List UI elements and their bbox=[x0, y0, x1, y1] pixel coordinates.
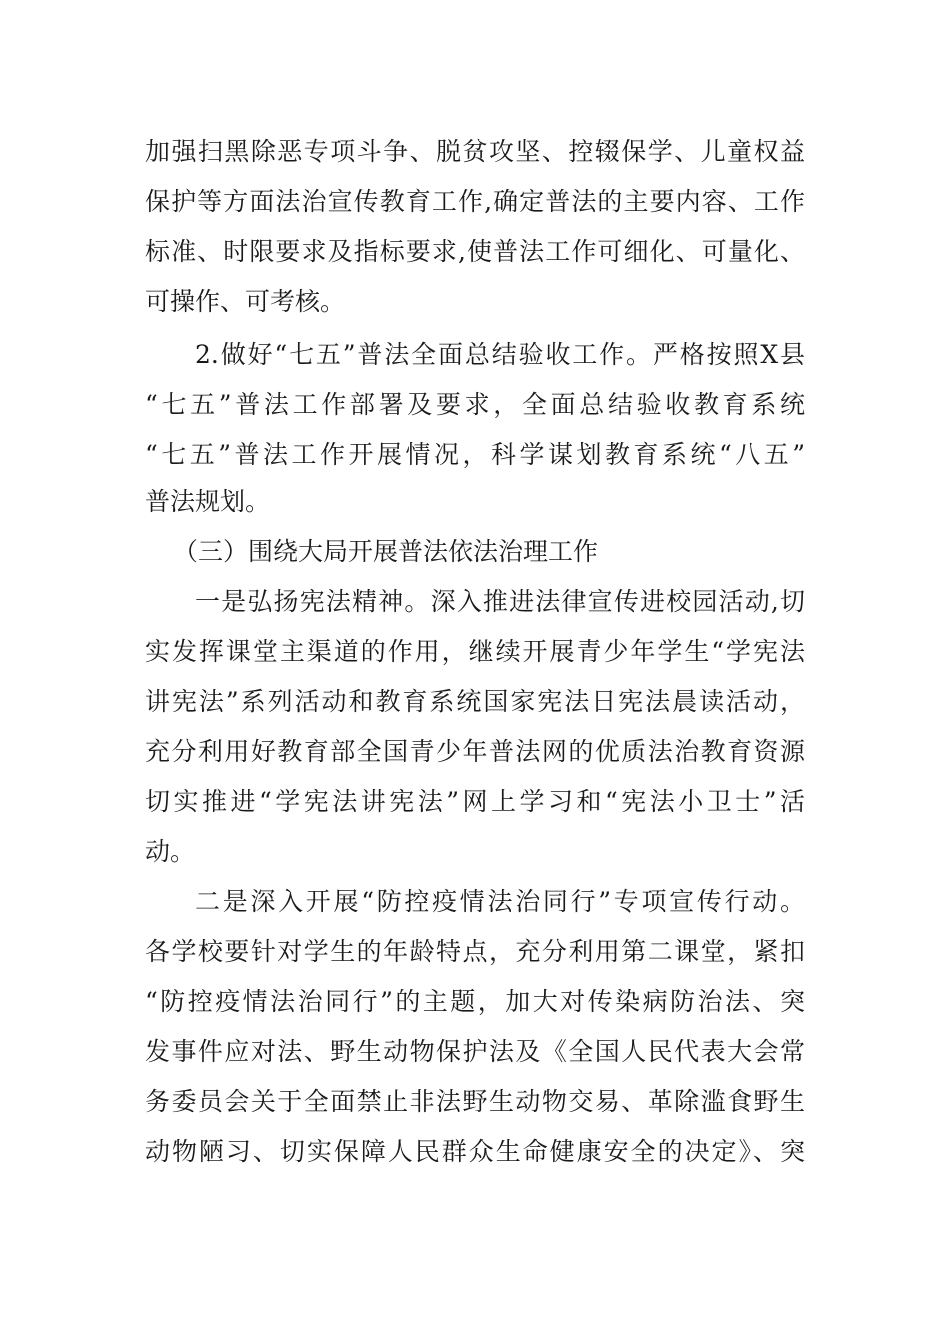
para-2-first-line: 二是深入开展“防控疫情法治同行”专项宣传行动。 bbox=[195, 887, 805, 916]
text-line-11: 实发挥课堂主渠道的作用，继续开展青少年学生“学宪法 bbox=[145, 637, 805, 666]
text-line-14: 切实推进“学宪法讲宪法”网上学习和“宪法小卫士”活 bbox=[145, 787, 805, 816]
section-heading: （三）围绕大局开展普法依法治理工作 bbox=[173, 537, 599, 566]
text-line-13: 充分利用好教育部全国青少年普法网的优质法治教育资源 bbox=[145, 737, 805, 766]
text-line-21: 动物陋习、切实保障人民群众生命健康安全的决定》、突 bbox=[145, 1137, 805, 1166]
text-line-12: 讲宪法”系列活动和教育系统国家宪法日宪法晨读活动， bbox=[145, 687, 805, 716]
text-line-20: 务委员会关于全面禁止非法野生动物交易、革除滥食野生 bbox=[145, 1087, 805, 1116]
item-2-title-line: 2.做好“七五”普法全面总结验收工作。严格按照X县 bbox=[195, 340, 805, 369]
text-line-4: 可操作、可考核。 bbox=[145, 287, 346, 316]
text-line-2: 保护等方面法治宣传教育工作,确定普法的主要内容、工作 bbox=[145, 187, 805, 216]
text-line-18: “防控疫情法治同行”的主题，加大对传染病防治法、突 bbox=[145, 987, 805, 1016]
text-line-17: 各学校要针对学生的年龄特点，充分利用第二课堂，紧扣 bbox=[145, 937, 805, 966]
para-1-first-line: 一是弘扬宪法精神。深入推进法律宣传进校园活动,切 bbox=[195, 587, 805, 616]
text-line-7: “七五”普法工作开展情况，科学谋划教育系统“八五” bbox=[145, 440, 805, 469]
text-line-1: 加强扫黑除恶专项斗争、脱贫攻坚、控辍保学、儿童权益 bbox=[145, 137, 805, 166]
text-line-15: 动。 bbox=[145, 837, 196, 866]
text-line-6: “七五”普法工作部署及要求，全面总结验收教育系统 bbox=[145, 390, 805, 419]
text-line-3: 标准、时限要求及指标要求,使普法工作可细化、可量化、 bbox=[145, 237, 805, 266]
text-line-8: 普法规划。 bbox=[145, 487, 271, 516]
text-line-19: 发事件应对法、野生动物保护法及《全国人民代表大会常 bbox=[145, 1037, 805, 1066]
